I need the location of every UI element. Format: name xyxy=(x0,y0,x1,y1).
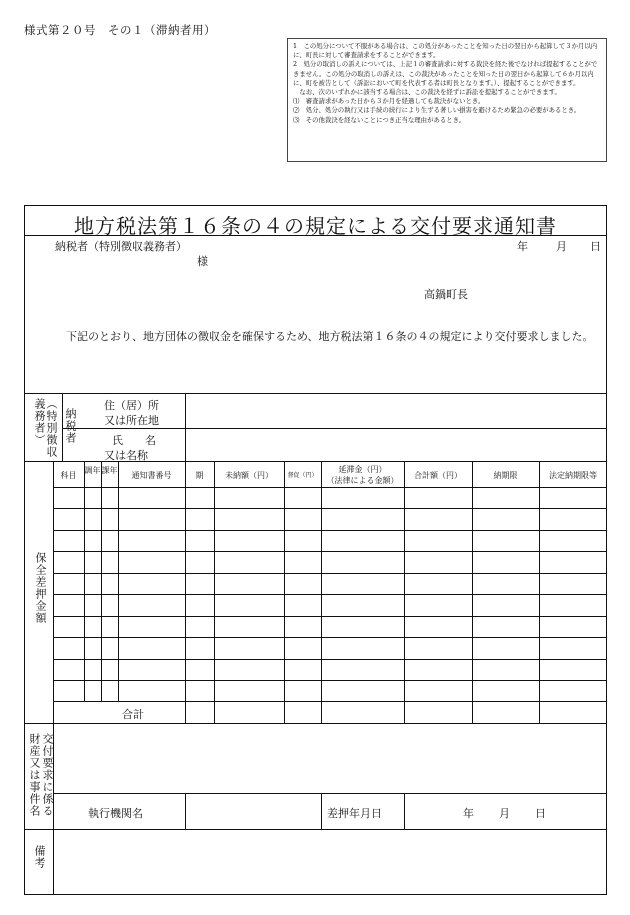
col-unpaid: 未納額（円） xyxy=(225,471,273,480)
seizure-date-label: 差押年月日 xyxy=(327,807,382,820)
rule xyxy=(539,461,540,723)
exec-agency-label: 執行機関名 xyxy=(88,807,143,820)
rule xyxy=(472,461,473,723)
rule xyxy=(84,461,85,701)
table-row xyxy=(53,701,607,702)
taxpayer-side-label-3: 義務者） xyxy=(33,398,46,446)
date-month: 月 xyxy=(556,240,567,253)
table-row xyxy=(53,487,607,488)
col-legal-deadline: 法定納期限等 xyxy=(549,471,597,480)
col-year2: 課年 xyxy=(101,466,118,475)
title-rule xyxy=(24,235,607,236)
rule xyxy=(404,461,405,723)
seizure-year: 年 xyxy=(463,807,474,820)
date-year: 年 xyxy=(517,240,528,253)
rule xyxy=(321,793,322,829)
rule xyxy=(53,461,54,723)
rule xyxy=(101,461,102,701)
rule xyxy=(24,723,607,724)
rule xyxy=(62,393,63,461)
honorific: 様 xyxy=(197,255,208,268)
table-row xyxy=(53,680,607,681)
rule xyxy=(214,461,215,723)
col-period: 期 xyxy=(195,471,204,480)
notice-line: ⑴ 審査請求があった日から３か月を経過しても裁決がないとき。 xyxy=(293,97,485,106)
rule xyxy=(404,793,405,829)
rule xyxy=(62,428,607,429)
total-label: 合計 xyxy=(122,708,144,721)
form-number: 様式第２０号 その１（滞納者用） xyxy=(24,23,216,37)
rule xyxy=(118,461,119,701)
seizure-day: 日 xyxy=(535,807,546,820)
notice-line: ⑵ 処分、処分の執行又は手続の続行により生ずる著しい損害を避けるため緊急の必要があるとき。 xyxy=(293,106,581,115)
col-delay: 延滞金（円） xyxy=(338,465,387,474)
rule xyxy=(53,793,607,794)
table-row xyxy=(53,530,607,531)
taxpayer-side-label-1: 納税者 xyxy=(64,408,77,444)
col-notice-no: 通知書番号 xyxy=(131,471,172,480)
table-row xyxy=(53,508,607,509)
taxpayer-side-label-2: （特別徴収 xyxy=(45,398,58,458)
table-row xyxy=(53,551,607,552)
table-row xyxy=(53,573,607,574)
property-label-2: 財産又は事件名 xyxy=(28,733,41,817)
col-deadline: 納期限 xyxy=(493,471,518,480)
rule xyxy=(185,793,186,829)
form-frame xyxy=(24,205,607,895)
protected-amount-label: 保全差押金額 xyxy=(34,552,47,624)
taxpayer-label: 納税者（特別徴収義務者） xyxy=(55,240,187,253)
col-supervise: 督促（円） xyxy=(287,472,318,479)
rule xyxy=(24,393,607,394)
rule xyxy=(185,461,186,723)
address-label: 住（居）所 xyxy=(104,399,159,412)
appeal-notice xyxy=(287,38,607,162)
rule xyxy=(321,461,322,723)
address-label: 又は所在地 xyxy=(104,414,159,427)
table-row xyxy=(53,594,607,595)
col-year1: 調年 xyxy=(84,466,101,475)
table-row xyxy=(53,616,607,617)
rule xyxy=(185,393,186,461)
col-delay-note: （法律による金額） xyxy=(326,476,399,485)
issuer-name: 高鍋町長 xyxy=(424,288,468,301)
name-label: 氏 名 xyxy=(112,434,156,447)
rule xyxy=(53,829,54,895)
rule xyxy=(284,461,285,723)
notice-line: 2 処分の取消しの訴えについては、上記１の審査請求に対する裁決を経た後でなければ提起することができません。この処分の取消しの訴えは、この裁決があったことを知った日の翌日から起算して６か月以内に、町を被告として（訴訟において町を代表する者は町長となります。）、提起することができます。 xyxy=(293,60,598,87)
col-total: 合計額（円） xyxy=(414,471,462,480)
date-day: 日 xyxy=(590,240,601,253)
notice-line: 1 この処分について不服がある場合は、この処分があったことを知った日の翌日から起算して３か月以内に、町長に対して審査請求をすることができます。 xyxy=(293,42,598,60)
notice-line: なお、次のいずれかに該当する場合は、この裁決を経ずに訴訟を提起することができます。 xyxy=(293,88,561,97)
notice-line: ⑶ その他裁決を経ないことにつき正当な理由があるとき。 xyxy=(293,115,466,124)
name-label: 又は名称 xyxy=(104,449,148,462)
table-row xyxy=(53,637,607,638)
body-text: 下記のとおり、地方団体の徴収金を確保するため、地方税法第１６条の４の規定により交付要求しました。 xyxy=(66,330,594,343)
table-row xyxy=(53,659,607,660)
document-title: 地方税法第１６条の４の規定による交付要求通知書 xyxy=(74,214,557,238)
seizure-month: 月 xyxy=(499,807,510,820)
col-item: 科目 xyxy=(60,471,77,480)
property-label-1: 交付要求に係る xyxy=(41,733,54,817)
rule xyxy=(24,829,607,830)
remarks-label: 備考 xyxy=(33,845,46,869)
